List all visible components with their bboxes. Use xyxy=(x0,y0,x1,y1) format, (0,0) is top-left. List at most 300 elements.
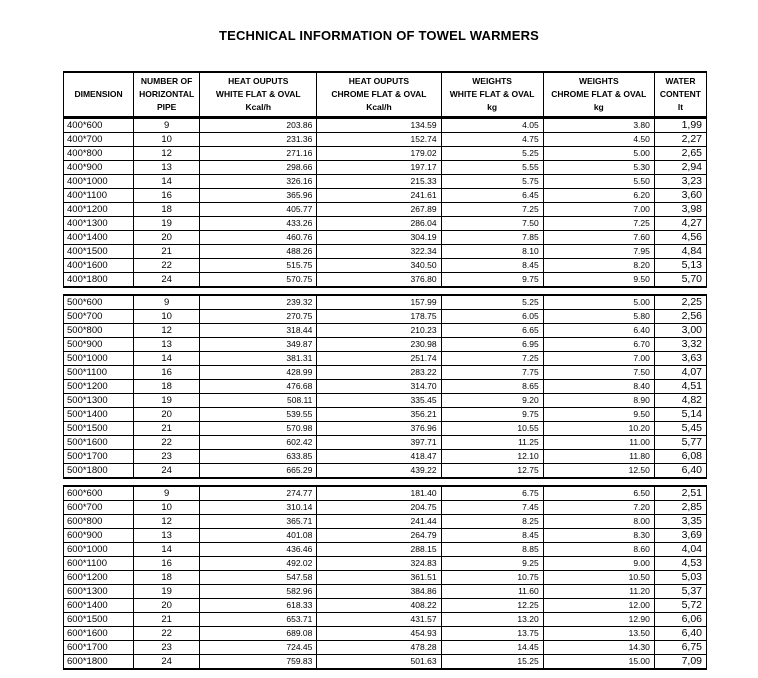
cell-heat-chrome: 267.89 xyxy=(317,203,441,217)
cell-weight-chrome: 5.00 xyxy=(543,147,654,161)
cell-heat-chrome: 361.51 xyxy=(317,571,441,585)
cell-water: 5,37 xyxy=(654,585,706,599)
cell-heat-chrome: 501.63 xyxy=(317,655,441,670)
table-row xyxy=(64,273,707,288)
cell-pipes: 22 xyxy=(134,436,200,450)
header-cell-pipes: NUMBER OF HORIZONTAL PIPE xyxy=(134,72,200,117)
cell-dimension: 400*1600 xyxy=(64,259,134,273)
cell-heat-white: 570.98 xyxy=(200,422,317,436)
cell-heat-chrome: 376.80 xyxy=(317,273,441,288)
cell-pipes: 10 xyxy=(134,501,200,515)
cell-weight-chrome: 3.80 xyxy=(543,119,654,133)
cell-heat-white: 633.85 xyxy=(200,450,317,464)
cell-pipes: 23 xyxy=(134,450,200,464)
table-row xyxy=(64,161,707,175)
block-600-series xyxy=(63,485,707,670)
cell-dimension: 500*1200 xyxy=(64,380,134,394)
cell-water: 3,23 xyxy=(654,175,706,189)
cell-weight-white: 9.25 xyxy=(441,557,543,571)
cell-weight-chrome: 7.60 xyxy=(543,231,654,245)
cell-water: 4,82 xyxy=(654,394,706,408)
table-row xyxy=(64,450,707,464)
cell-heat-white: 239.32 xyxy=(200,295,317,310)
cell-heat-white: 428.99 xyxy=(200,366,317,380)
cell-water: 7,09 xyxy=(654,655,706,670)
cell-heat-chrome: 478.28 xyxy=(317,641,441,655)
header-row xyxy=(64,72,707,117)
cell-pipes: 18 xyxy=(134,380,200,394)
cell-weight-chrome: 7.95 xyxy=(543,245,654,259)
cell-heat-chrome: 304.19 xyxy=(317,231,441,245)
cell-heat-chrome: 288.15 xyxy=(317,543,441,557)
cell-weight-chrome: 5.30 xyxy=(543,161,654,175)
cell-dimension: 600*1500 xyxy=(64,613,134,627)
cell-heat-chrome: 134.59 xyxy=(317,119,441,133)
cell-weight-white: 5.55 xyxy=(441,161,543,175)
table-row xyxy=(64,585,707,599)
cell-dimension: 400*1800 xyxy=(64,273,134,288)
cell-weight-white: 8.25 xyxy=(441,515,543,529)
cell-heat-chrome: 335.45 xyxy=(317,394,441,408)
cell-weight-chrome: 7.00 xyxy=(543,352,654,366)
cell-weight-chrome: 8.20 xyxy=(543,259,654,273)
cell-dimension: 600*1000 xyxy=(64,543,134,557)
cell-heat-chrome: 204.75 xyxy=(317,501,441,515)
cell-water: 2,27 xyxy=(654,133,706,147)
cell-pipes: 16 xyxy=(134,189,200,203)
cell-dimension: 400*1200 xyxy=(64,203,134,217)
cell-heat-chrome: 286.04 xyxy=(317,217,441,231)
cell-dimension: 600*1600 xyxy=(64,627,134,641)
cell-heat-white: 401.08 xyxy=(200,529,317,543)
table-row xyxy=(64,599,707,613)
cell-weight-chrome: 13.50 xyxy=(543,627,654,641)
table-row xyxy=(64,147,707,161)
cell-weight-chrome: 5.00 xyxy=(543,295,654,310)
cell-heat-chrome: 439.22 xyxy=(317,464,441,479)
cell-heat-white: 547.58 xyxy=(200,571,317,585)
table-row xyxy=(64,175,707,189)
cell-weight-white: 8.45 xyxy=(441,529,543,543)
cell-weight-chrome: 12.00 xyxy=(543,599,654,613)
cell-dimension: 600*1100 xyxy=(64,557,134,571)
cell-heat-chrome: 324.83 xyxy=(317,557,441,571)
cell-weight-white: 7.45 xyxy=(441,501,543,515)
cell-weight-chrome: 11.00 xyxy=(543,436,654,450)
table-row xyxy=(64,543,707,557)
cell-weight-chrome: 9.50 xyxy=(543,408,654,422)
cell-dimension: 500*1300 xyxy=(64,394,134,408)
cell-weight-white: 14.45 xyxy=(441,641,543,655)
cell-heat-white: 365.71 xyxy=(200,515,317,529)
header-cell-dimension: DIMENSION xyxy=(64,72,134,117)
cell-pipes: 13 xyxy=(134,161,200,175)
cell-weight-chrome: 7.00 xyxy=(543,203,654,217)
cell-dimension: 500*600 xyxy=(64,295,134,310)
cell-dimension: 500*1500 xyxy=(64,422,134,436)
table-row xyxy=(64,133,707,147)
cell-dimension: 400*700 xyxy=(64,133,134,147)
cell-heat-chrome: 356.21 xyxy=(317,408,441,422)
cell-water: 4,27 xyxy=(654,217,706,231)
cell-pipes: 20 xyxy=(134,231,200,245)
cell-heat-chrome: 283.22 xyxy=(317,366,441,380)
cell-weight-chrome: 10.20 xyxy=(543,422,654,436)
cell-water: 3,00 xyxy=(654,324,706,338)
cell-heat-white: 381.31 xyxy=(200,352,317,366)
cell-pipes: 21 xyxy=(134,245,200,259)
header-cell-water: WATER CONTENT lt xyxy=(654,72,706,117)
cell-water: 5,14 xyxy=(654,408,706,422)
cell-pipes: 16 xyxy=(134,557,200,571)
cell-pipes: 22 xyxy=(134,259,200,273)
cell-weight-chrome: 8.90 xyxy=(543,394,654,408)
table-row xyxy=(64,217,707,231)
cell-pipes: 12 xyxy=(134,324,200,338)
cell-weight-chrome: 5.80 xyxy=(543,310,654,324)
cell-heat-white: 665.29 xyxy=(200,464,317,479)
cell-water: 3,60 xyxy=(654,189,706,203)
cell-heat-white: 326.16 xyxy=(200,175,317,189)
cell-water: 1,99 xyxy=(654,119,706,133)
cell-pipes: 24 xyxy=(134,464,200,479)
cell-weight-chrome: 11.80 xyxy=(543,450,654,464)
cell-weight-white: 8.65 xyxy=(441,380,543,394)
header-cell-heat-chrome: HEAT OUPUTS CHROME FLAT & OVAL Kcal/h xyxy=(317,72,441,117)
table-row xyxy=(64,366,707,380)
cell-heat-white: 689.08 xyxy=(200,627,317,641)
cell-heat-chrome: 230.98 xyxy=(317,338,441,352)
cell-heat-chrome: 178.75 xyxy=(317,310,441,324)
cell-heat-white: 349.87 xyxy=(200,338,317,352)
cell-pipes: 22 xyxy=(134,627,200,641)
cell-heat-chrome: 251.74 xyxy=(317,352,441,366)
cell-pipes: 14 xyxy=(134,352,200,366)
cell-heat-white: 318.44 xyxy=(200,324,317,338)
cell-water: 3,69 xyxy=(654,529,706,543)
cell-weight-white: 8.85 xyxy=(441,543,543,557)
cell-water: 6,75 xyxy=(654,641,706,655)
cell-weight-white: 7.75 xyxy=(441,366,543,380)
cell-weight-white: 13.75 xyxy=(441,627,543,641)
cell-heat-chrome: 241.44 xyxy=(317,515,441,529)
cell-weight-white: 4.05 xyxy=(441,119,543,133)
cell-weight-white: 13.20 xyxy=(441,613,543,627)
cell-weight-chrome: 7.25 xyxy=(543,217,654,231)
cell-weight-chrome: 8.60 xyxy=(543,543,654,557)
cell-heat-white: 602.42 xyxy=(200,436,317,450)
cell-dimension: 400*900 xyxy=(64,161,134,175)
cell-weight-chrome: 4.50 xyxy=(543,133,654,147)
cell-pipes: 12 xyxy=(134,515,200,529)
table-row xyxy=(64,529,707,543)
table-row xyxy=(64,557,707,571)
cell-dimension: 500*1800 xyxy=(64,464,134,479)
cell-dimension: 600*1800 xyxy=(64,655,134,670)
cell-heat-chrome: 431.57 xyxy=(317,613,441,627)
cell-heat-white: 436.46 xyxy=(200,543,317,557)
table-row xyxy=(64,422,707,436)
cell-heat-chrome: 384.86 xyxy=(317,585,441,599)
cell-weight-chrome: 7.20 xyxy=(543,501,654,515)
cell-pipes: 9 xyxy=(134,119,200,133)
cell-weight-white: 7.25 xyxy=(441,203,543,217)
cell-heat-chrome: 408.22 xyxy=(317,599,441,613)
cell-dimension: 500*1000 xyxy=(64,352,134,366)
cell-dimension: 400*800 xyxy=(64,147,134,161)
cell-pipes: 12 xyxy=(134,147,200,161)
table-row xyxy=(64,394,707,408)
cell-dimension: 600*1300 xyxy=(64,585,134,599)
table-row xyxy=(64,613,707,627)
table-row xyxy=(64,655,707,670)
cell-heat-chrome: 181.40 xyxy=(317,486,441,501)
cell-water: 5,13 xyxy=(654,259,706,273)
cell-weight-white: 8.45 xyxy=(441,259,543,273)
cell-pipes: 24 xyxy=(134,655,200,670)
cell-water: 6,08 xyxy=(654,450,706,464)
table-row xyxy=(64,324,707,338)
cell-weight-chrome: 14.30 xyxy=(543,641,654,655)
cell-weight-chrome: 6.70 xyxy=(543,338,654,352)
cell-dimension: 500*700 xyxy=(64,310,134,324)
table-row xyxy=(64,259,707,273)
cell-pipes: 14 xyxy=(134,175,200,189)
cell-heat-white: 231.36 xyxy=(200,133,317,147)
cell-water: 4,51 xyxy=(654,380,706,394)
cell-dimension: 500*1100 xyxy=(64,366,134,380)
cell-pipes: 13 xyxy=(134,529,200,543)
cell-pipes: 19 xyxy=(134,217,200,231)
block-400-series xyxy=(63,118,707,288)
cell-water: 4,04 xyxy=(654,543,706,557)
cell-heat-white: 203.86 xyxy=(200,119,317,133)
cell-heat-white: 298.66 xyxy=(200,161,317,175)
cell-pipes: 23 xyxy=(134,641,200,655)
cell-weight-white: 10.75 xyxy=(441,571,543,585)
cell-pipes: 19 xyxy=(134,585,200,599)
cell-heat-chrome: 418.47 xyxy=(317,450,441,464)
cell-weight-white: 11.60 xyxy=(441,585,543,599)
cell-heat-white: 270.75 xyxy=(200,310,317,324)
header-cell-weight-white: WEIGHTS WHITE FLAT & OVAL kg xyxy=(441,72,543,117)
cell-water: 6,40 xyxy=(654,627,706,641)
cell-heat-chrome: 197.17 xyxy=(317,161,441,175)
table-row xyxy=(64,464,707,479)
cell-pipes: 9 xyxy=(134,486,200,501)
cell-weight-white: 12.75 xyxy=(441,464,543,479)
cell-water: 5,03 xyxy=(654,571,706,585)
cell-water: 4,84 xyxy=(654,245,706,259)
cell-water: 5,70 xyxy=(654,273,706,288)
cell-heat-white: 405.77 xyxy=(200,203,317,217)
cell-water: 3,35 xyxy=(654,515,706,529)
cell-weight-white: 7.50 xyxy=(441,217,543,231)
cell-weight-chrome: 7.50 xyxy=(543,366,654,380)
cell-dimension: 600*600 xyxy=(64,486,134,501)
table-header xyxy=(63,71,707,118)
cell-dimension: 400*600 xyxy=(64,119,134,133)
cell-dimension: 400*1100 xyxy=(64,189,134,203)
cell-weight-white: 5.75 xyxy=(441,175,543,189)
cell-pipes: 18 xyxy=(134,203,200,217)
cell-weight-chrome: 8.00 xyxy=(543,515,654,529)
cell-water: 2,56 xyxy=(654,310,706,324)
cell-weight-chrome: 15.00 xyxy=(543,655,654,670)
cell-heat-white: 476.68 xyxy=(200,380,317,394)
cell-weight-white: 8.10 xyxy=(441,245,543,259)
table-row xyxy=(64,338,707,352)
table-row xyxy=(64,245,707,259)
header-cell-heat-white: HEAT OUPUTS WHITE FLAT & OVAL Kcal/h xyxy=(200,72,317,117)
cell-water: 4,56 xyxy=(654,231,706,245)
header-cell-weight-chrome: WEIGHTS CHROME FLAT & OVAL kg xyxy=(543,72,654,117)
cell-heat-chrome: 397.71 xyxy=(317,436,441,450)
cell-weight-white: 7.25 xyxy=(441,352,543,366)
cell-water: 5,72 xyxy=(654,599,706,613)
cell-weight-white: 9.20 xyxy=(441,394,543,408)
cell-pipes: 20 xyxy=(134,599,200,613)
table-row xyxy=(64,627,707,641)
cell-water: 2,25 xyxy=(654,295,706,310)
table-row xyxy=(64,501,707,515)
cell-heat-white: 433.26 xyxy=(200,217,317,231)
table-row xyxy=(64,571,707,585)
cell-weight-white: 6.95 xyxy=(441,338,543,352)
cell-weight-white: 12.25 xyxy=(441,599,543,613)
cell-heat-white: 274.77 xyxy=(200,486,317,501)
cell-pipes: 19 xyxy=(134,394,200,408)
cell-dimension: 500*1600 xyxy=(64,436,134,450)
cell-heat-white: 365.96 xyxy=(200,189,317,203)
cell-water: 4,53 xyxy=(654,557,706,571)
cell-pipes: 18 xyxy=(134,571,200,585)
cell-heat-white: 488.26 xyxy=(200,245,317,259)
cell-heat-white: 653.71 xyxy=(200,613,317,627)
cell-pipes: 24 xyxy=(134,273,200,288)
cell-heat-white: 492.02 xyxy=(200,557,317,571)
cell-weight-chrome: 6.20 xyxy=(543,189,654,203)
cell-pipes: 9 xyxy=(134,295,200,310)
cell-weight-white: 6.05 xyxy=(441,310,543,324)
cell-weight-chrome: 8.30 xyxy=(543,529,654,543)
cell-water: 6,40 xyxy=(654,464,706,479)
cell-dimension: 600*1700 xyxy=(64,641,134,655)
cell-dimension: 600*700 xyxy=(64,501,134,515)
cell-heat-chrome: 179.02 xyxy=(317,147,441,161)
cell-weight-chrome: 9.50 xyxy=(543,273,654,288)
cell-dimension: 500*900 xyxy=(64,338,134,352)
cell-weight-white: 6.65 xyxy=(441,324,543,338)
cell-weight-white: 9.75 xyxy=(441,408,543,422)
cell-dimension: 400*1300 xyxy=(64,217,134,231)
cell-dimension: 600*1400 xyxy=(64,599,134,613)
cell-weight-chrome: 10.50 xyxy=(543,571,654,585)
cell-heat-chrome: 241.61 xyxy=(317,189,441,203)
cell-water: 5,77 xyxy=(654,436,706,450)
cell-heat-chrome: 210.23 xyxy=(317,324,441,338)
table-row xyxy=(64,408,707,422)
cell-dimension: 600*900 xyxy=(64,529,134,543)
table-row xyxy=(64,203,707,217)
cell-pipes: 13 xyxy=(134,338,200,352)
cell-heat-chrome: 152.74 xyxy=(317,133,441,147)
cell-water: 6,06 xyxy=(654,613,706,627)
cell-weight-white: 4.75 xyxy=(441,133,543,147)
cell-water: 2,65 xyxy=(654,147,706,161)
cell-pipes: 14 xyxy=(134,543,200,557)
cell-water: 3,63 xyxy=(654,352,706,366)
block-500-series xyxy=(63,294,707,479)
cell-heat-white: 515.75 xyxy=(200,259,317,273)
cell-weight-chrome: 8.40 xyxy=(543,380,654,394)
cell-dimension: 600*800 xyxy=(64,515,134,529)
table-row xyxy=(64,119,707,133)
cell-dimension: 400*1500 xyxy=(64,245,134,259)
cell-weight-chrome: 9.00 xyxy=(543,557,654,571)
cell-water: 2,85 xyxy=(654,501,706,515)
cell-dimension: 500*800 xyxy=(64,324,134,338)
cell-heat-white: 759.83 xyxy=(200,655,317,670)
cell-heat-chrome: 454.93 xyxy=(317,627,441,641)
cell-weight-white: 6.45 xyxy=(441,189,543,203)
cell-weight-white: 7.85 xyxy=(441,231,543,245)
cell-dimension: 400*1400 xyxy=(64,231,134,245)
cell-pipes: 10 xyxy=(134,310,200,324)
table-row xyxy=(64,231,707,245)
table-row xyxy=(64,436,707,450)
cell-pipes: 21 xyxy=(134,422,200,436)
cell-heat-white: 508.11 xyxy=(200,394,317,408)
table-row xyxy=(64,380,707,394)
cell-weight-white: 5.25 xyxy=(441,295,543,310)
cell-water: 3,98 xyxy=(654,203,706,217)
cell-heat-white: 310.14 xyxy=(200,501,317,515)
cell-weight-chrome: 12.50 xyxy=(543,464,654,479)
cell-water: 5,45 xyxy=(654,422,706,436)
cell-dimension: 500*1400 xyxy=(64,408,134,422)
cell-weight-white: 10.55 xyxy=(441,422,543,436)
cell-water: 3,32 xyxy=(654,338,706,352)
cell-heat-chrome: 215.33 xyxy=(317,175,441,189)
cell-water: 2,94 xyxy=(654,161,706,175)
cell-weight-chrome: 6.40 xyxy=(543,324,654,338)
cell-heat-white: 724.45 xyxy=(200,641,317,655)
cell-heat-chrome: 157.99 xyxy=(317,295,441,310)
cell-weight-white: 11.25 xyxy=(441,436,543,450)
cell-heat-white: 539.55 xyxy=(200,408,317,422)
cell-water: 4,07 xyxy=(654,366,706,380)
cell-heat-chrome: 376.96 xyxy=(317,422,441,436)
cell-weight-white: 9.75 xyxy=(441,273,543,288)
cell-dimension: 600*1200 xyxy=(64,571,134,585)
table-row xyxy=(64,352,707,366)
cell-heat-white: 570.75 xyxy=(200,273,317,288)
table-row xyxy=(64,486,707,501)
table-row xyxy=(64,189,707,203)
table-row xyxy=(64,641,707,655)
cell-weight-white: 15.25 xyxy=(441,655,543,670)
cell-heat-chrome: 314.70 xyxy=(317,380,441,394)
table-row xyxy=(64,295,707,310)
cell-dimension: 400*1000 xyxy=(64,175,134,189)
cell-weight-chrome: 5.50 xyxy=(543,175,654,189)
cell-heat-white: 460.76 xyxy=(200,231,317,245)
cell-pipes: 20 xyxy=(134,408,200,422)
table-row xyxy=(64,515,707,529)
cell-weight-white: 12.10 xyxy=(441,450,543,464)
cell-weight-chrome: 11.20 xyxy=(543,585,654,599)
